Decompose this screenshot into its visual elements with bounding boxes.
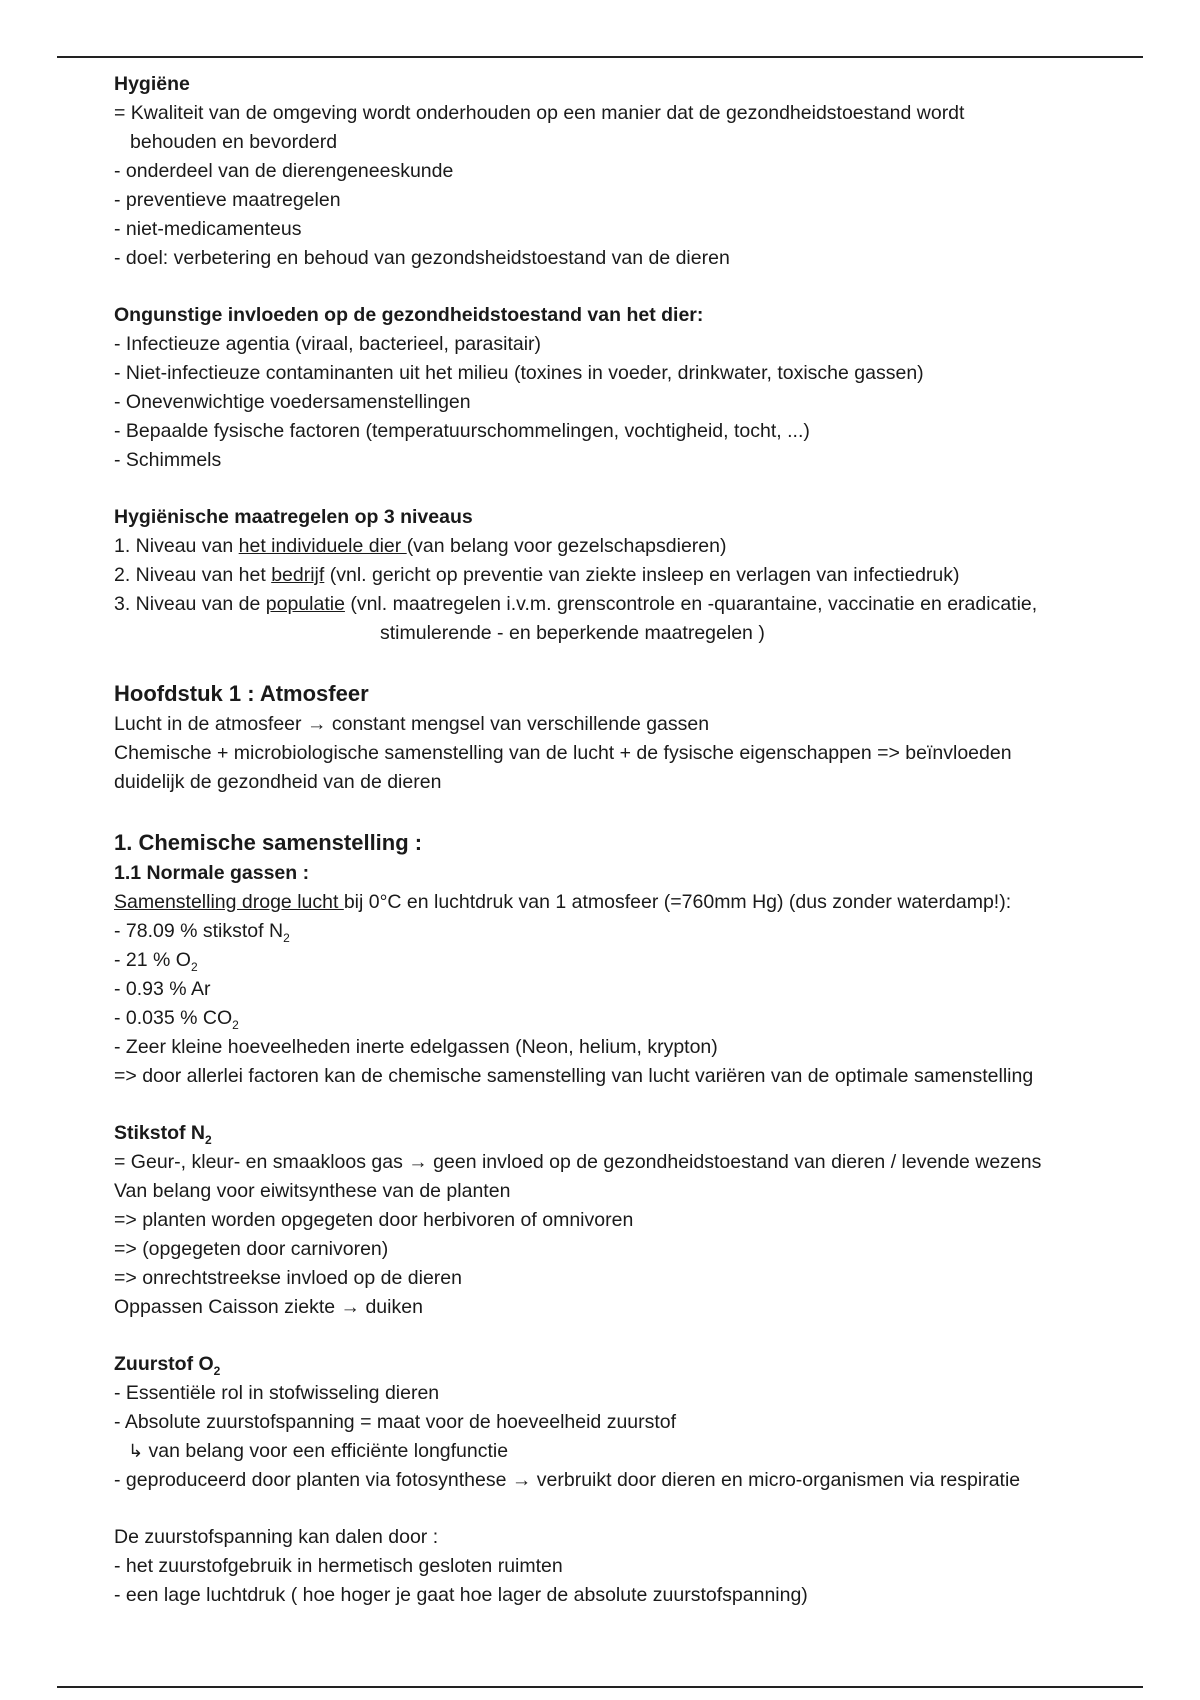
list-item-sub (114, 1437, 1144, 1466)
bottom-rule (57, 1686, 1143, 1688)
list-item: - een lage luchtdruk ( hoe hoger je gaat hoe lager de absolute zuurstofspanning) (114, 1584, 808, 1606)
paragraph: Chemische + microbiologische samenstelling van de lucht + de fysische eigenschappen => beïnvloeden (114, 742, 1012, 764)
stikstof-title (114, 1119, 1144, 1148)
niveau-3-cont: stimulerende - en beperkende maatregelen ) (380, 622, 765, 644)
paragraph: Oppassen Caisson ziekte → duiken (114, 1296, 423, 1318)
intro-underlined: Samenstelling droge lucht (114, 891, 344, 913)
subscript: 2 (205, 1132, 212, 1147)
paragraph: Lucht in de atmosfeer → constant mengsel van verschillende gassen (114, 713, 710, 735)
composition-intro (114, 888, 1144, 917)
gas-item (114, 917, 1144, 946)
subscript: 2 (283, 930, 290, 945)
list-item: - Niet-infectieuze contaminanten uit het milieu (toxines in voeder, drinkwater, toxische gassen) (114, 362, 924, 384)
niveau-3-prefix: 3. Niveau van de (114, 593, 266, 615)
chapter-title: Hoofdstuk 1 : Atmosfeer (114, 681, 369, 706)
paragraph: De zuurstofspanning kan dalen door : (114, 1526, 439, 1548)
subsection-title: 1.1 Normale gassen : (114, 862, 310, 884)
hook-arrow-icon: ↳ (128, 1441, 144, 1461)
niveau-2-rest: (vnl. gericht op preventie van ziekte insleep en verlagen van infectiedruk) (324, 564, 960, 586)
zuurstof-title-text: Zuurstof O (114, 1353, 214, 1375)
maatregel-niveau-1 (114, 532, 1144, 561)
niveau-1-term: het individuele dier (238, 535, 407, 557)
hygiene-definition-cont: behouden en bevorderd (130, 131, 338, 153)
paragraph: = Geur-, kleur- en smaakloos gas → geen invloed op de gezondheidstoestand van dieren / levende wezens (114, 1151, 1042, 1173)
maatregel-niveau-2 (114, 561, 1144, 590)
hygiene-title: Hygiëne (114, 73, 190, 95)
gas-item (114, 975, 1144, 1004)
gas-text: - Zeer kleine hoeveelheden inerte edelgassen (Neon, helium, krypton) (114, 1036, 718, 1058)
maatregel-niveau-3 (114, 590, 1144, 619)
subscript: 2 (190, 959, 198, 974)
gas-text: - 78.09 % stikstof N (114, 920, 284, 942)
list-item: - Essentiële rol in stofwisseling dieren (114, 1382, 440, 1404)
paragraph: duidelijk de gezondheid van de dieren (114, 771, 442, 793)
top-rule (57, 56, 1143, 58)
paragraph: Van belang voor eiwitsynthese van de planten (114, 1180, 511, 1202)
subscript: 2 (213, 1363, 221, 1378)
paragraph: => onrechtstreekse invloed op de dieren (114, 1267, 462, 1289)
maatregelen-title: Hygiënische maatregelen op 3 niveaus (114, 506, 473, 528)
niveau-1-rest: (van belang voor gezelschapsdieren) (406, 535, 727, 557)
niveau-2-term: bedrijf (271, 564, 325, 586)
gas-text: - 21 % O (114, 949, 191, 971)
subscript: 2 (232, 1017, 239, 1032)
list-item: - onderdeel van de dierengeneeskunde (114, 160, 454, 182)
gas-item (114, 1033, 1144, 1062)
niveau-3-term: populatie (265, 593, 345, 615)
list-item: - niet-medicamenteus (114, 218, 302, 240)
intro-rest: bij 0°C en luchtdruk van 1 atmosfeer (=760mm Hg) (dus zonder waterdamp!): (343, 891, 1012, 913)
list-item: - Infectieuze agentia (viraal, bacterieel, parasitair) (114, 333, 542, 355)
gas-text: - 0.035 % CO (114, 1007, 233, 1029)
niveau-1-prefix: 1. Niveau van (114, 535, 239, 557)
list-item: - Bepaalde fysische factoren (temperatuurschommelingen, vochtigheid, tocht, ...) (114, 420, 810, 442)
zuurstof-title (114, 1350, 1144, 1379)
hygiene-definition: = Kwaliteit van de omgeving wordt onderhouden op een manier dat de gezondheidstoestand wordt (114, 102, 965, 124)
stikstof-title-text: Stikstof N (114, 1122, 206, 1144)
list-item: - Schimmels (114, 449, 222, 471)
sub-text: van belang voor een efficiënte longfunctie (143, 1440, 509, 1462)
section-title: 1. Chemische samenstelling : (114, 830, 423, 855)
paragraph: => planten worden opgegeten door herbivoren of omnivoren (114, 1209, 634, 1231)
list-item: - preventieve maatregelen (114, 189, 341, 211)
list-item: - het zuurstofgebruik in hermetisch gesloten ruimten (114, 1555, 563, 1577)
list-item: - Absolute zuurstofspanning = maat voor de hoeveelheid zuurstof (114, 1411, 677, 1433)
niveau-2-prefix: 2. Niveau van het (114, 564, 272, 586)
niveau-3-rest: (vnl. maatregelen i.v.m. grenscontrole en -quarantaine, vaccinatie en eradicatie, (344, 593, 1038, 615)
list-item: - doel: verbetering en behoud van gezondsheidstoestand van de dieren (114, 247, 730, 269)
gas-text: - 0.93 % Ar (114, 978, 211, 1000)
paragraph: => (opgegeten door carnivoren) (114, 1238, 389, 1260)
gas-item (114, 946, 1144, 975)
list-item: - geproduceerd door planten via fotosynthese → verbruikt door dieren en micro-organismen via respiratie (114, 1469, 1021, 1491)
ongunstig-title: Ongunstige invloeden op de gezondheidstoestand van het dier: (114, 304, 704, 326)
list-item: - Onevenwichtige voedersamenstellingen (114, 391, 471, 413)
conclusion: => door allerlei factoren kan de chemische samenstelling van lucht variëren van de optimale samenstelling (114, 1065, 1034, 1087)
document-page (114, 70, 1144, 1610)
gas-item (114, 1004, 1144, 1033)
